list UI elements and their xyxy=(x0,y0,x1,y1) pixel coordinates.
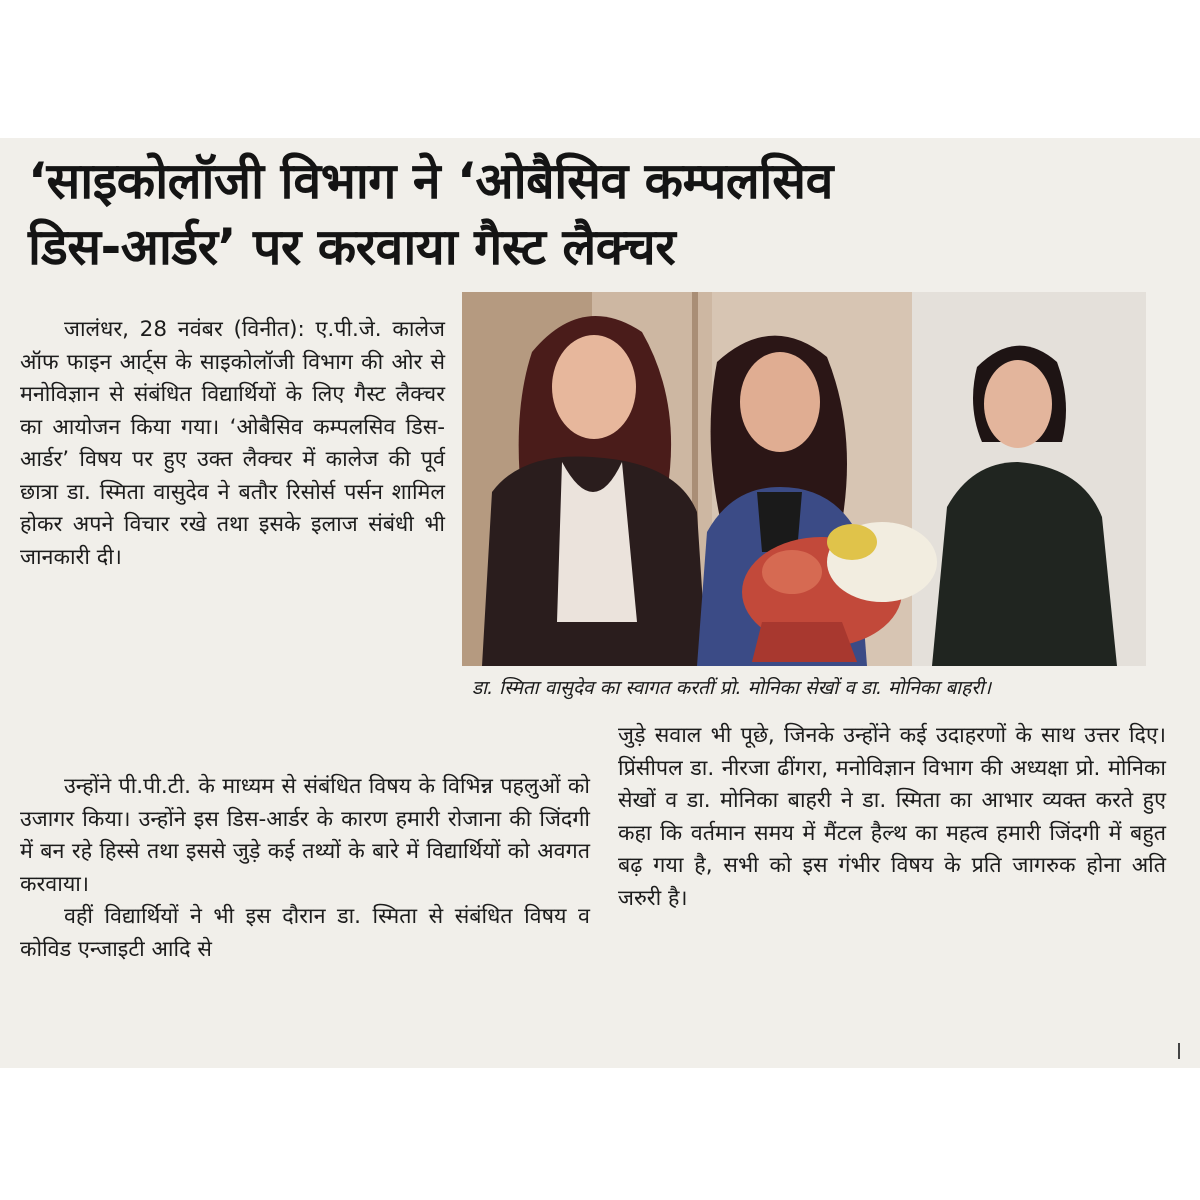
headline-line-1: ‘साइकोलॉजी विभाग ने ‘ओबैसिव कम्पलसिव xyxy=(28,152,833,210)
headline xyxy=(28,148,1168,280)
newspaper-clipping xyxy=(0,138,1200,1068)
news-photo xyxy=(462,292,1146,666)
article-paragraph: उन्होंने पी.पी.टी. के माध्यम से संबंधित विषय के विभिन्न पहलुओं को उजागर किया। उन्होंने इस डिस-आर्डर के कारण हमारी रोजाना की जिंदगी में बन रहे हिस्से तथा इससे जुड़े कई तथ्यों के बारे में विद्यार्थियों को अवगत करवाया। xyxy=(20,774,590,897)
article-column-left-bottom xyxy=(20,771,590,966)
article-paragraph: वहीं विद्यार्थियों ने भी इस दौरान डा. स्मिता से संबंधित विषय व कोविड एन्जाइटी आदि से xyxy=(20,904,590,962)
photo-caption: डा. स्मिता वासुदेव का स्वागत करतीं प्रो. मोनिका सेखों व डा. मोनिका बाहरी। xyxy=(472,677,992,699)
headline-line-2: डिस-आर्डर’ पर करवाया गैस्ट लैक्चर xyxy=(28,218,676,276)
article-column-right xyxy=(618,720,1166,915)
article-column-left-top xyxy=(20,314,445,574)
article-paragraph: जालंधर, 28 नवंबर (विनीत): ए.पी.जे. कालेज ऑफ फाइन आर्ट्स के साइकोलॉजी विभाग की ओर से मनोविज्ञान से संबंधित विद्यार्थियों के लिए गैस्ट लैक्चर का आयोजन किया गया। ‘ओबैसिव कम्पलसिव डिस-आर्डर’ विषय पर हुए उक्त लैक्चर में कालेज की पूर्व छात्रा डा. स्मिता वासुदेव ने बतौर रिसोर्स पर्सन शामिल होकर अपने विचार रखे तथा इसके इलाज संबंधी भी जानकारी दी। xyxy=(20,317,445,570)
column-rule-mark xyxy=(1178,1043,1180,1059)
photo-illustration xyxy=(462,292,1146,666)
article-paragraph: जुड़े सवाल भी पूछे, जिनके उन्होंने कई उदाहरणों के साथ उत्तर दिए। प्रिंसीपल डा. नीरजा ढींगरा, मनोविज्ञान विभाग की अध्यक्षा प्रो. मोनिका सेखों व डा. मोनिका बाहरी ने डा. स्मिता का आभार व्यक्त करते हुए कहा कि वर्तमान समय में मैंटल हैल्थ का महत्व हमारी जिंदगी में बहुत बढ़ गया है, सभी को इस गंभीर विषय के प्रति जागरुक होना अति जरुरी है। xyxy=(618,723,1166,911)
